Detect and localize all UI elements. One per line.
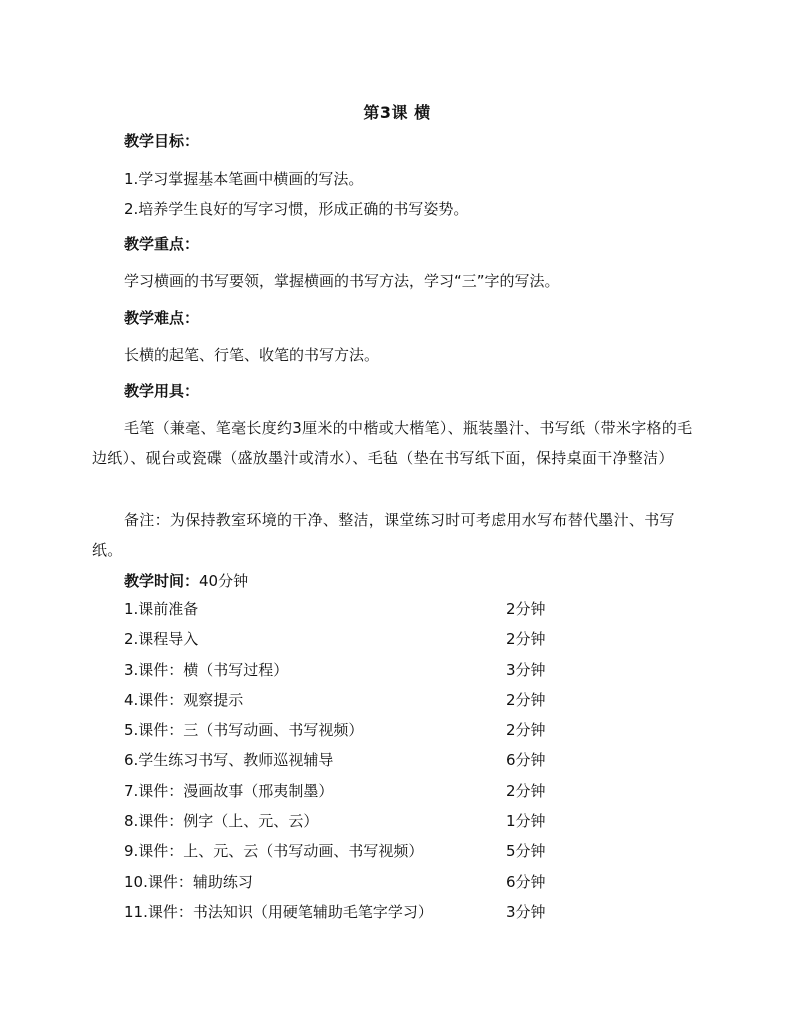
schedule-item-name: 5.课件：三（书写动画、书写视频） <box>124 721 364 740</box>
schedule-item <box>124 840 564 870</box>
schedule-item-duration: 6分钟 <box>506 751 546 770</box>
teaching-time-label: 教学时间： <box>124 572 200 590</box>
schedule-item <box>124 659 564 689</box>
schedule-item-name: 6.学生练习书写、教师巡视辅导 <box>124 751 334 770</box>
schedule-item-name: 8.课件：例字（上、元、云） <box>124 812 319 831</box>
schedule-item-name: 3.课件：横（书写过程） <box>124 660 289 679</box>
difficulties-heading: 教学难点： <box>124 309 200 327</box>
schedule-item <box>124 598 564 628</box>
schedule-item-duration: 2分钟 <box>506 600 546 618</box>
schedule-item-name: 7.课件：漫画故事（邢夷制墨） <box>124 781 334 800</box>
schedule-item <box>124 901 564 931</box>
objectives-heading: 教学目标： <box>124 132 200 150</box>
key-points-text: 学习横画的书写要领，掌握横画的书写方法，学习“三”字的写法。 <box>124 272 560 290</box>
schedule-item-duration: 2分钟 <box>506 781 546 800</box>
schedule-item-name: 1.课前准备 <box>124 600 199 618</box>
schedule-item <box>124 810 564 840</box>
teaching-time <box>124 570 248 592</box>
schedule-item <box>124 749 564 779</box>
schedule-item <box>124 689 564 719</box>
schedule-item-duration: 6分钟 <box>506 872 546 891</box>
key-points-heading: 教学重点： <box>124 235 200 253</box>
schedule-item-duration: 3分钟 <box>506 660 546 679</box>
schedule-item-duration: 5分钟 <box>506 842 546 861</box>
schedule-item-name: 10.课件：辅助练习 <box>124 872 253 891</box>
schedule-list <box>124 598 564 931</box>
objective-item-2: 2.培养学生良好的写字习惯，形成正确的书写姿势。 <box>124 200 469 218</box>
materials-note: 备注：为保持教室环境的干净、整洁，课堂练习时可考虑用水写布替代墨汁、书写纸。 <box>92 511 675 559</box>
schedule-item-duration: 2分钟 <box>506 721 546 740</box>
schedule-item <box>124 871 564 901</box>
schedule-item-duration: 2分钟 <box>506 630 546 649</box>
difficulties-text: 长横的起笔、行笔、收笔的书写方法。 <box>124 346 380 364</box>
schedule-item-name: 4.课件：观察提示 <box>124 690 244 709</box>
teaching-time-total: 40分钟 <box>199 572 249 590</box>
schedule-item-name: 9.课件：上、元、云（书写动画、书写视频） <box>124 842 424 861</box>
schedule-item-duration: 2分钟 <box>506 690 546 709</box>
schedule-item-duration: 3分钟 <box>506 902 546 921</box>
schedule-item-name: 2.课程导入 <box>124 630 199 649</box>
schedule-item <box>124 780 564 810</box>
schedule-item-name: 11.课件：书法知识（用硬笔辅助毛笔字学习） <box>124 902 433 921</box>
materials-text: 毛笔（兼毫、笔毫长度约3厘米的中楷或大楷笔）、瓶装墨汁、书写纸（带米字格的毛边纸）、砚台或瓷碟（盛放墨汁或清水）、毛毡（垫在书写纸下面，保持桌面干净整洁） <box>92 419 693 467</box>
schedule-item <box>124 719 564 749</box>
schedule-item <box>124 628 564 658</box>
schedule-item-duration: 1分钟 <box>506 812 546 831</box>
objective-item-1: 1.学习掌握基本笔画中横画的写法。 <box>124 170 364 188</box>
materials-heading: 教学用具： <box>124 382 200 400</box>
lesson-title: 第3课 横 <box>363 103 431 122</box>
